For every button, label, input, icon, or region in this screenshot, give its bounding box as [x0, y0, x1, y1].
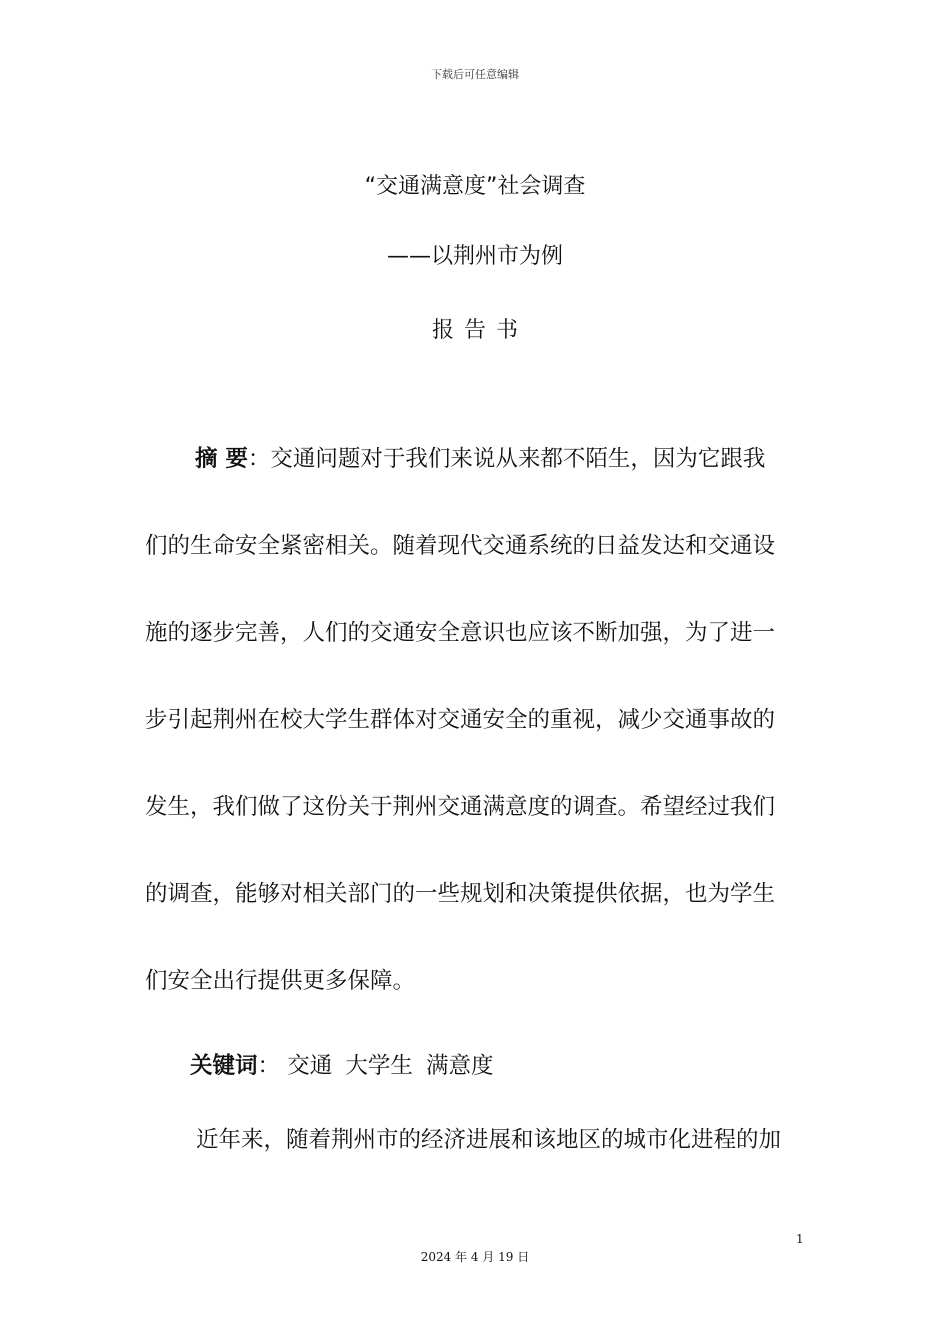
- footer-date: 2024 年 4 月 19 日: [420, 1250, 530, 1264]
- abstract-colon: ：: [247, 446, 271, 472]
- abstract-line: [145, 416, 805, 503]
- document-title: “交通满意度”社会调查: [364, 174, 586, 199]
- abstract-paragraph: [145, 416, 805, 1025]
- keyword: 大学生: [345, 1053, 413, 1079]
- abstract-label: 摘 要: [195, 446, 248, 472]
- keyword: 满意度: [426, 1053, 494, 1079]
- header-note: 下载后可任意编辑: [431, 68, 519, 81]
- abstract-line: 发生，我们做了这份关于荆州交通满意度的调查。希望经过我们: [145, 794, 776, 820]
- keywords-label: 关键词: [190, 1053, 258, 1079]
- document-type-label: 报告书: [431, 318, 528, 343]
- keywords-line: [190, 1050, 500, 1082]
- abstract-line: 们的生命安全紧密相关。随着现代交通系统的日益发达和交通设: [145, 533, 776, 559]
- abstract-line: 的调查，能够对相关部门的一些规划和决策提供依据，也为学生: [145, 881, 776, 907]
- abstract-text: 交通问题对于我们来说从来都不陌生，因为它跟我: [270, 446, 766, 472]
- intro-paragraph: 近年来，随着荆州市的经济进展和该地区的城市化进程的加: [196, 1127, 782, 1153]
- abstract-line: 们安全出行提供更多保障。: [145, 968, 416, 994]
- abstract-line: 施的逐步完善，人们的交通安全意识也应该不断加强，为了进一: [145, 620, 776, 646]
- keywords-colon: ：: [257, 1053, 281, 1079]
- keyword: 交通: [287, 1053, 333, 1079]
- document-subtitle: ——以荆州市为例: [386, 244, 563, 269]
- page-number: 1: [796, 1232, 804, 1246]
- abstract-line: 步引起荆州在校大学生群体对交通安全的重视，减少交通事故的: [145, 707, 776, 733]
